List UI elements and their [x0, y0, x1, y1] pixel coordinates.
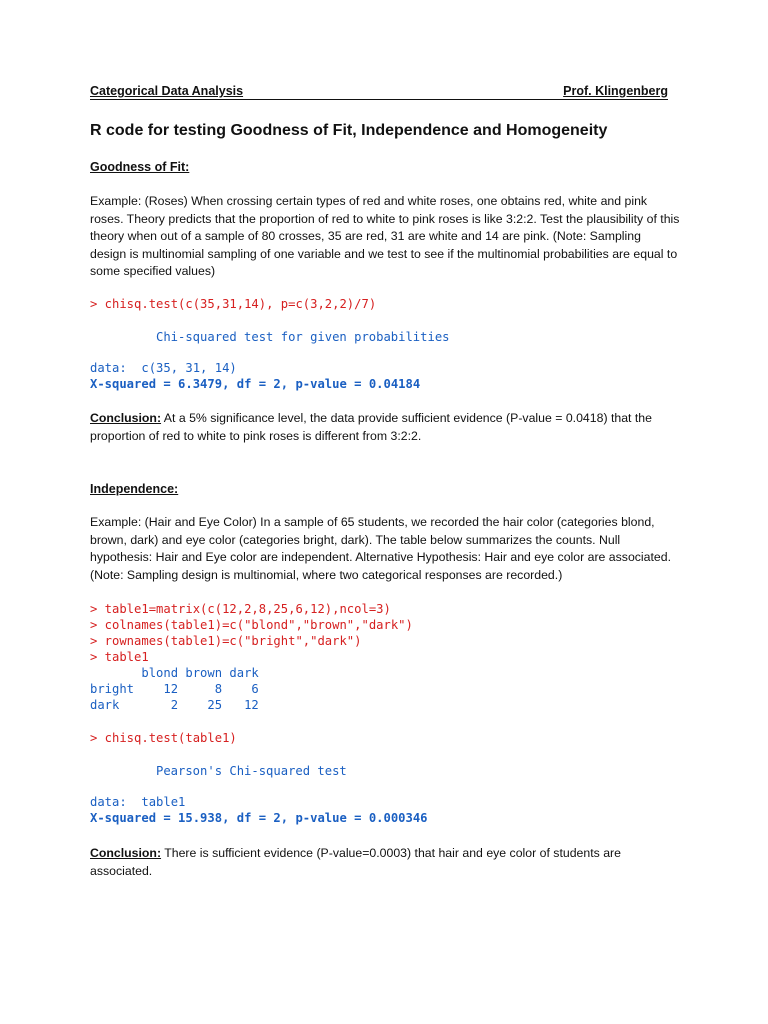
document-title: R code for testing Goodness of Fit, Independence and Homogeneity — [90, 122, 608, 139]
page-header — [90, 84, 668, 100]
indep-data-line: data: table1 — [90, 795, 186, 809]
gof-test-name: Chi-squared test for given probabilities — [156, 330, 450, 344]
gof-command: > chisq.test(c(35,31,14), p=c(3,2,2)/7) — [90, 297, 377, 311]
section-heading-independence: Independence: — [90, 482, 179, 496]
course-title: Categorical Data Analysis — [90, 84, 244, 98]
indep-command-chisq: > chisq.test(table1) — [90, 731, 237, 745]
gof-conclusion — [90, 410, 680, 445]
indep-test-name: Pearson's Chi-squared test — [156, 764, 347, 778]
section-heading-goodness-of-fit: Goodness of Fit: — [90, 160, 190, 174]
table-row-dark: dark 2 25 12 — [90, 698, 259, 712]
indep-command-rownames: > rownames(table1)=c("bright","dark") — [90, 634, 362, 648]
indep-command-matrix: > table1=matrix(c(12,2,8,25,6,12),ncol=3) — [90, 602, 391, 616]
gof-conclusion-label: Conclusion: — [90, 411, 162, 425]
indep-conclusion-label: Conclusion: — [90, 846, 162, 860]
indep-result: X-squared = 15.938, df = 2, p-value = 0.000346 — [90, 811, 428, 825]
table-row-bright: bright 12 8 6 — [90, 682, 259, 696]
indep-example-paragraph: Example: (Hair and Eye Color) In a sample of 65 students, we recorded the hair color (categories blond, brown, dark) and eye color (categories bright, dark). The table below summarizes the counts. Null hypothesis: Hair and Eye color are independent. Alternative Hypothesis: Hair and eye color are associated. (Note: Sampling design is multinomial, where two categorical responses are recorded.) — [90, 515, 672, 582]
gof-data-line: data: c(35, 31, 14) — [90, 361, 237, 375]
gof-conclusion-text: At a 5% significance level, the data provide sufficient evidence (P-value = 0.0418) that the proportion of red to white to pink roses is different from 3:2:2. — [90, 411, 652, 443]
gof-example-paragraph: Example: (Roses) When crossing certain types of red and white roses, one obtains red, white and pink roses. Theory predicts that the proportion of red to white to pink roses is like 3:2:2. Test the plausibility of this theory when out of a sample of 80 crosses, 35 are red, 31 are white and 14 are pink. (Note: Sampling design is multinomial sampling of one variable and we test to see if the multinomial probabilities are equal to some specified values) — [90, 194, 680, 279]
indep-conclusion-text: There is sufficient evidence (P-value=0.0003) that hair and eye color of students are associated. — [90, 846, 621, 878]
indep-conclusion — [90, 845, 680, 880]
author-name: Prof. Klingenberg — [563, 84, 668, 98]
table-header-row: blond brown dark — [90, 666, 259, 680]
indep-command-print: > table1 — [90, 650, 149, 664]
indep-command-colnames: > colnames(table1)=c("blond","brown","dark") — [90, 618, 413, 632]
gof-result: X-squared = 6.3479, df = 2, p-value = 0.04184 — [90, 377, 421, 391]
